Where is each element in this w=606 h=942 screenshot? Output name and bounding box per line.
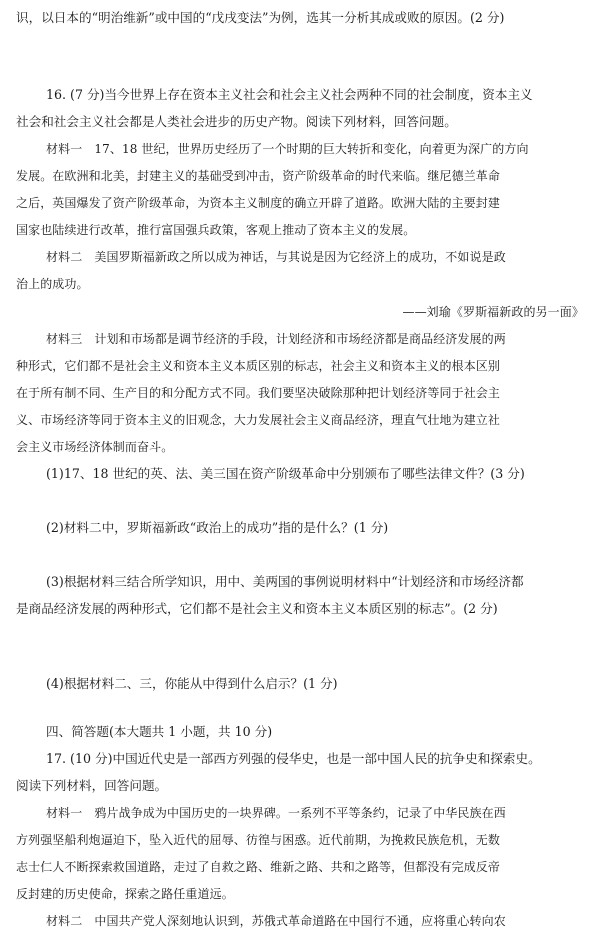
- q17-material-1-line-4: 反封建的历史使命，探索之路任重道远。: [16, 887, 234, 901]
- q17-material-1-line-3: 志士仁人不断探索救国道路，走过了自救之路、维新之路、共和之路等，但都没有完成反帝: [16, 860, 501, 874]
- material-3-line-5: 会主义市场经济体制而奋斗。: [16, 440, 174, 454]
- question-17-stem: 17. (10 分)中国近代史是一部西方列强的侵华史，也是一部中国人民的抗争史和探索史。: [46, 751, 541, 766]
- material-3-line-3: 在于所有制不同、生产目的和分配方式不同。我们要坚决破除那种把计划经济等同于社会主: [16, 386, 501, 400]
- question-16-stem-line-2: 社会和社会主义社会都是人类社会进步的历史产物。阅读下列材料，回答问题。: [16, 114, 457, 129]
- q17-material-1-line-1: 材料一 鸦片战争成为中国历史的一块界碑。一系列不平等条约，记录了中华民族在西: [46, 806, 506, 820]
- question-15-continuation: 识，以日本的“明治维新”或中国的“戊戌变法”为例，选其一分析其成或败的原因。(2 分): [16, 10, 505, 25]
- material-2-line-2: 治上的成功。: [16, 277, 89, 291]
- material-3-line-2: 种形式，它们都不是社会主义和资本主义本质区别的标志，社会主义和资本主义的根本区别: [16, 359, 501, 373]
- material-1-line-4: 国家也陆续进行改革，推行富国强兵政策，客观上推动了资本主义的发展。: [16, 223, 416, 237]
- material-3-line-1: 材料三 计划和市场都是调节经济的手段，计划经济和市场经济都是商品经济发展的两: [46, 332, 506, 346]
- sub-question-2: (2)材料二中，罗斯福新政“政治上的成功”指的是什么？(1 分): [46, 520, 389, 535]
- material-2-citation: ——刘瑜《罗斯福新政的另一面》: [402, 305, 584, 319]
- material-3-line-4: 义、市场经济等同于资本主义的旧观念，大力发展社会主义商品经济，理直气壮地为建立社: [16, 413, 501, 427]
- material-2-line-1: 材料二 美国罗斯福新政之所以成为神话，与其说是因为它经济上的成功，不如说是政: [46, 250, 506, 264]
- section-4-heading: 四、简答题(本大题共 1 小题，共 10 分): [46, 724, 273, 739]
- sub-question-3-line-2: 是商品经济发展的两种形式，它们都不是社会主义和资本主义本质区别的标志”。(2 分): [16, 601, 498, 616]
- sub-question-1: (1)17、18 世纪的英、法、美三国在资产阶级革命中分别颁布了哪些法律文件？(3 分): [46, 466, 525, 481]
- q17-material-2-line-1: 材料二 中国共产党人深刻地认识到，苏俄式革命道路在中国行不通，应将重心转向农: [46, 914, 506, 928]
- material-1-line-1: 材料一 17、18 世纪，世界历史经历了一个时期的巨大转折和变化，向着更为深广的方向: [46, 142, 529, 156]
- sub-question-4: (4)根据材料二、三，你能从中得到什么启示？(1 分): [46, 676, 338, 691]
- material-1-line-2: 发展。在欧洲和北美，封建主义的基础受到冲击，资产阶级革命的时代来临。继尼德兰革命: [16, 169, 501, 183]
- sub-question-3: (3)根据材料三结合所学知识，用中、美两国的事例说明材料中“计划经济和市场经济都: [46, 574, 524, 589]
- material-1-line-3: 之后，英国爆发了资产阶级革命，为资本主义制度的确立开辟了道路。欧洲大陆的主要封建: [16, 196, 501, 210]
- question-16-stem: 16. (7 分)当今世界上存在资本主义社会和社会主义社会两种不同的社会制度，资本主义: [46, 87, 533, 102]
- q17-material-1-line-2: 方列强坚船利炮逼迫下，坠入近代的屈辱、彷徨与困惑。近代前期，为挽救民族危机，无数: [16, 833, 501, 847]
- question-17-stem-line-2: 阅读下列材料，回答问题。: [16, 778, 168, 793]
